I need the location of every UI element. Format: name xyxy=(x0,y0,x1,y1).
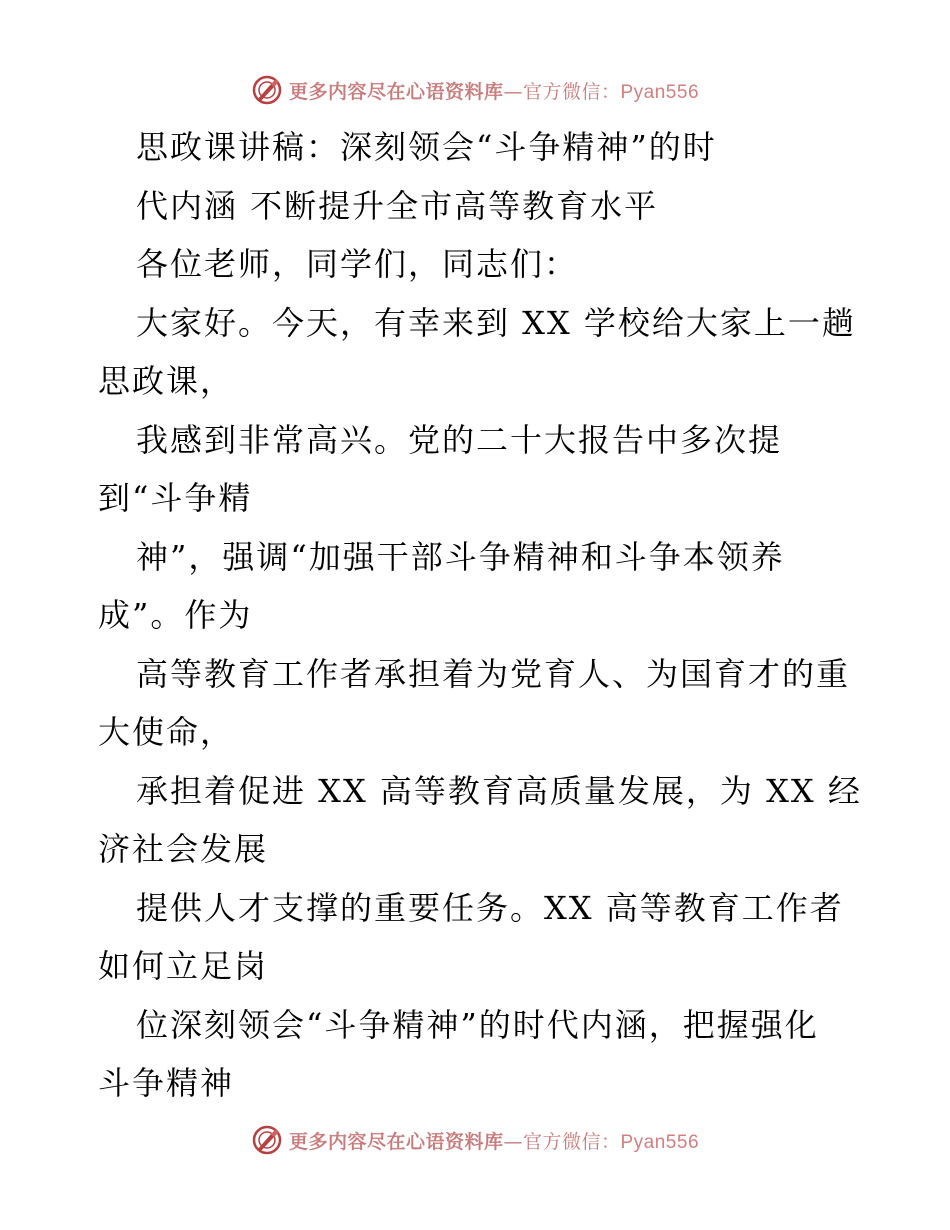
pen-logo-icon xyxy=(251,1124,283,1156)
watermark-prefix: 官方微信： xyxy=(522,1130,621,1153)
text-line: 如何立足岗 xyxy=(98,947,269,985)
pen-logo-icon xyxy=(251,74,283,106)
watermark-dash: — xyxy=(503,1130,523,1153)
text-line: 高等教育工作者承担着为党育人、为国育才的重 xyxy=(136,654,851,693)
text-line: 到“斗争精 xyxy=(98,479,253,517)
text-line: 大使命， xyxy=(98,713,235,751)
text-line: 各位老师，同学们，同志们： xyxy=(136,245,579,283)
text-line: 代内涵 不断提升全市高等教育水平 xyxy=(136,186,659,225)
text-line: 大家好。今天，有幸来到 XX 学校给大家上一趟 xyxy=(136,303,856,342)
text-line: 思政课讲稿：深刻领会“斗争精神”的时 xyxy=(136,128,717,166)
text-line: 位深刻领会“斗争精神”的时代内涵，把握强化 xyxy=(136,1005,819,1044)
text-line: 济社会发展 xyxy=(98,830,269,868)
watermark-text xyxy=(289,1127,699,1154)
header-watermark xyxy=(0,70,950,110)
watermark-id: Pyan556 xyxy=(620,1131,700,1153)
text-line: 提供人才支撑的重要任务。XX 高等教育工作者 xyxy=(136,888,844,927)
footer-watermark xyxy=(0,1120,950,1160)
text-line: 斗争精神 xyxy=(98,1064,235,1102)
text-line: 承担着促进 XX 高等教育高质量发展，为 XX 经 xyxy=(136,771,862,810)
document-body xyxy=(98,118,862,1113)
watermark-dash: — xyxy=(503,80,523,103)
watermark-id: Pyan556 xyxy=(620,81,700,103)
text-line: 我感到非常高兴。党的二十大报告中多次提 xyxy=(136,420,783,459)
text-line: 成”。作为 xyxy=(98,596,253,634)
text-line: 思政课， xyxy=(98,362,235,400)
text-line: 神”，强调“加强干部斗争精神和斗争本领养 xyxy=(136,537,785,576)
watermark-prefix: 官方微信： xyxy=(522,80,621,103)
watermark-text xyxy=(289,77,699,104)
watermark-brand: 更多内容尽在心语资料库 xyxy=(288,1130,504,1153)
watermark-brand: 更多内容尽在心语资料库 xyxy=(288,80,504,103)
